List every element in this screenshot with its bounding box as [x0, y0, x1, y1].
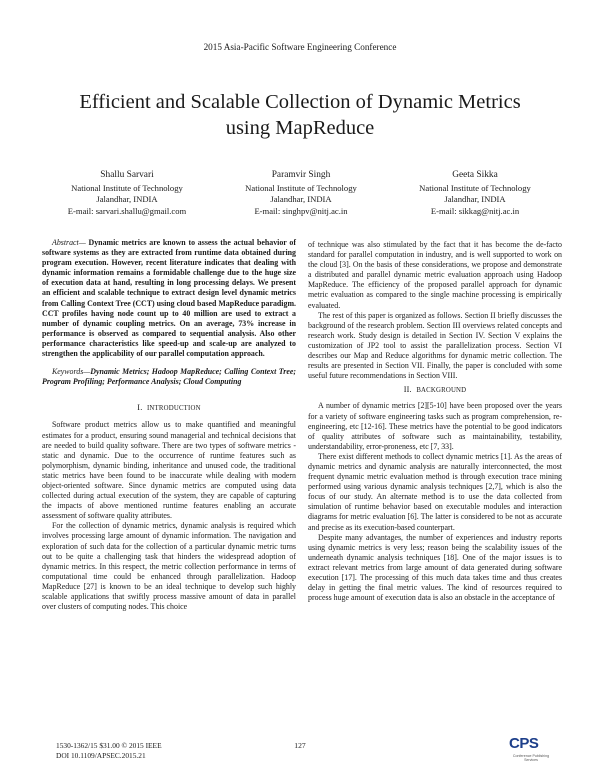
left-column — [42, 238, 296, 612]
conference-header: 2015 Asia-Pacific Software Engineering Conference — [203, 42, 397, 52]
author-affiliation: National Institute of Technology — [419, 182, 531, 193]
author-affiliation: National Institute of Technology — [71, 182, 183, 193]
intro-paragraph-4: The rest of this paper is organized as follows. Section II briefly discusses the background of the research problem. Section III overviews related concepts and research work. Study design is detailed in Section IV. Section V explains the customization of JP2 tool to assist the parallelization process. Section VI describes our Map and Reduce algorithms for dynamic metric collection. The results are presented in Section VII. Finally, the paper is concluded with some useful future recommendations in Section VIII. — [308, 310, 562, 381]
right-column — [308, 240, 562, 603]
author-affiliation: National Institute of Technology — [245, 182, 357, 193]
author-email: E-mail: sikkag@nitj.ac.in — [430, 205, 520, 216]
section-heading-background — [308, 385, 562, 396]
paper-title-line-2: using MapReduce — [225, 117, 375, 139]
intro-paragraph-3: of technique was also stimulated by the fact that it has become the de-facto standard for parallel computation in industry, and is well supported to work on the cloud [3]. On the basis of these considerations, we propose and demonstrate a distributed and parallel dynamic metric evaluation approach using Hadoop MapReduce. The efficiency of the proposed parallel approach for dynamic metric evaluation as compared to the single machine processing is empirically evaluated. — [308, 240, 562, 310]
author-location: Jalandhar, INDIA — [444, 194, 506, 205]
author-2 — [214, 170, 388, 217]
author-name: Shallu Sarvari — [100, 170, 154, 180]
section-title: INTRODUCTION — [146, 405, 201, 413]
background-paragraph-3: Despite many advantages, the number of experiences and industry reports using dynamic metrics is very less; reason being the scalability issues of the underneath dynamic analysis techniques [18]. One of the major issues is to extract relevant metrics from large amount of data generated during software execution [17]. The processing of this much data takes time and thus creates delay in getting the final metric values. The kind of resources required to process huge amount of execution data is also an obstacle in the acceptance of — [308, 532, 562, 603]
background-paragraph-1: A number of dynamic metrics [2][5-10] have been proposed over the years for a variety of software engineering tasks such as program comprehension, re-engineering, etc [12-16]. These metrics have the potential to be good indicators of quality attributes of software such as maintainability, testability, understandability, error-proneness, etc [7, 33]. — [308, 401, 562, 451]
intro-paragraph-2: For the collection of dynamic metrics, dynamic analysis is required which involves processing large amount of dynamic information. The navigation and exploration of such data for the collection of a particular dynamic metric turns out to be quite a challenging task that hinders the widespread adoption of dynamic metrics. In this respect, the metric collection performance in terms of computational time could be enhanced through parallelization. Hadoop MapReduce [27] is known to be an ideal technique to develop such highly scalable applications that swiftly process massive amount of data in parallel over clusters of computing nodes. This choice — [42, 521, 296, 612]
paper-title-line-1: Efficient and Scalable Collection of Dynamic Metrics — [79, 91, 521, 113]
author-1 — [40, 170, 214, 217]
background-paragraph-2: There exist different methods to collect dynamic metrics [1]. As the areas of dynamic metrics and dynamic analysis are naturally interconnected, the most frequent dynamic metric evaluation method is through execution trace mining performed using various dynamic analysis techniques [2,7], which is also the focus of our study. An alternate method is to use the data collected from simulation of runtime behavior based on executable modules and interaction diagrams for metric evaluation [6]. The latter is considered to be not as accurate and precise as its execution-based counterpart. — [308, 451, 562, 532]
author-3 — [388, 170, 562, 217]
author-name: Geeta Sikka — [452, 170, 498, 180]
cps-logo-subtext: Conference Publishing Services — [512, 754, 550, 762]
section-numeral: II. — [403, 385, 412, 395]
abstract-text: Dynamic metrics are known to assess the actual behavior of software systems as they are extracted from runtime data obtained during program execution. However, recent literature indicates that dealing with dynamic information remains a formidable challenge due to the huge size of execution data at hand, resulting in long processing delays. We present an efficient and scalable technique to extract design level dynamic metrics from Calling Context Tree (CCT) using cloud based MapReduce paradigm. CCT profiles having node count up to 40 million are used to extract a number of dynamic coupling metrics. On an average, 73% increase in performance is observed as compared to sequential analysis. Also other performance characteristics like speed-up and scale-up are analyzed to strengthen the applicability of our parallel computation approach. — [42, 238, 296, 359]
cps-logo — [507, 733, 555, 763]
author-block — [40, 170, 562, 217]
section-title: BACKGROUND — [416, 387, 467, 395]
section-heading-introduction — [42, 403, 296, 414]
footer-issn: 1530-1362/15 $31.00 © 2015 IEEE — [56, 741, 162, 750]
footer-doi: DOI 10.1109/APSEC.2015.21 — [56, 750, 146, 760]
keywords — [42, 367, 296, 387]
paper-title — [40, 89, 560, 141]
section-numeral: I. — [137, 403, 143, 413]
author-name: Paramvir Singh — [271, 170, 331, 180]
author-location: Jalandhar, INDIA — [96, 194, 158, 205]
cps-logo-text: CPS — [509, 735, 539, 752]
intro-paragraph-1: Software product metrics allow us to make quantified and meaningful estimates for a product, ensuring sound managerial and technical decisions that are needed to build quality software. There are two types of software metrics - static and dynamic. Due to the occurrence of runtime features such as polymorphism, dynamic binding, inheritance and unused code, the traditional static metrics have been found to be inaccurate while dealing with modern object-oriented software. Since dynamic metrics are computed using data collected during actual execution of the system, they are capable of capturing the impacts of above mentioned runtime features enabling an accurate assessment of software quality attributes. — [42, 420, 296, 521]
abstract — [42, 238, 296, 359]
keywords-text: Dynamic Metrics; Hadoop MapReduce; Calling Context Tree; Program Profiling; Performance Analysis; Cloud Computing — [42, 367, 296, 387]
page-number: 127 — [294, 741, 306, 750]
author-email: E-mail: sarvari.shallu@gmail.com — [67, 205, 187, 216]
author-location: Jalandhar, INDIA — [270, 194, 332, 205]
abstract-label: Abstract— — [52, 238, 86, 247]
keywords-label: Keywords— — [52, 367, 91, 377]
author-email: E-mail: singhpv@nitj.ac.in — [254, 205, 348, 216]
